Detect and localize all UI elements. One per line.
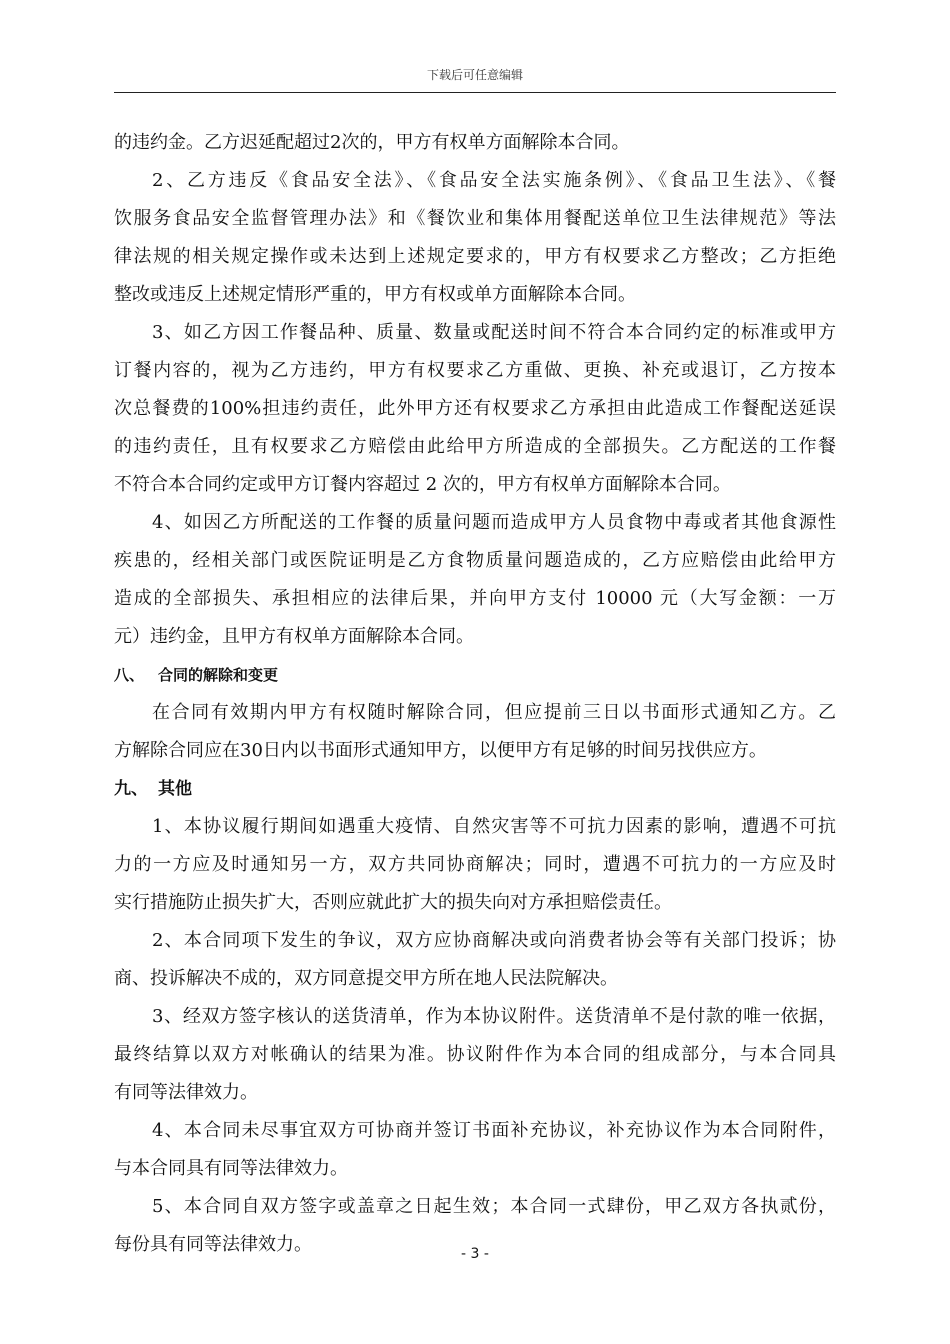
text-line: 3、如乙方因工作餐品种、质量、数量或配送时间不符合本合同约定的标准或甲方 (152, 322, 836, 343)
paragraph-other-3-delivery-list (114, 998, 836, 1112)
text-line: 有同等法律效力。 (114, 1082, 258, 1103)
text-line: 力的一方应及时通知另一方，双方共同协商解决；同时，遭遇不可抗力的一方应及时 (114, 854, 836, 875)
text-line: 次总餐费的100%担违约责任，此外甲方还有权要求乙方承担由此造成工作餐配送延误 (114, 398, 836, 419)
document-body (114, 124, 836, 1264)
text-line: 饮服务食品安全监督管理办法》和《餐饮业和集体用餐配送单位卫生法律规范》等法 (114, 208, 836, 229)
text-line: 在合同有效期内甲方有权随时解除合同，但应提前三日以书面形式通知乙方。乙 (152, 702, 836, 723)
text-line: 2、本合同项下发生的争议，双方应协商解决或向消费者协会等有关部门投诉；协 (152, 930, 836, 951)
paragraph-other-4-supplementary (114, 1112, 836, 1188)
page-number: - 3 - (461, 1246, 489, 1262)
text-line: 实行措施防止损失扩大，否则应就此扩大的损失向对方承担赔偿责任。 (114, 892, 672, 913)
text-line: 4、本合同未尽事宜双方可协商并签订书面补充协议，补充协议作为本合同附件， (152, 1120, 836, 1141)
text-line: 的违约责任，且有权要求乙方赔偿由此给甲方所造成的全部损失。乙方配送的工作餐 (114, 436, 836, 457)
text-line: 律法规的相关规定操作或未达到上述规定要求的，甲方有权要求乙方整改；乙方拒绝 (114, 246, 836, 267)
text-line: 方解除合同应在30日内以书面形式通知甲方，以便甲方有足够的时间另找供应方。 (114, 740, 767, 761)
text-line: 造成的全部损失、承担相应的法律后果，并向甲方支付 10000 元（大写金额：一万 (114, 588, 836, 609)
text-line: 5、本合同自双方签字或盖章之日起生效；本合同一式肆份，甲乙双方各执贰份， (152, 1196, 836, 1217)
text-line: 元）违约金，且甲方有权单方面解除本合同。 (114, 626, 474, 647)
paragraph-termination (114, 694, 836, 770)
paragraph-other-1-force-majeure (114, 808, 836, 922)
text-line: 与本合同具有同等法律效力。 (114, 1158, 348, 1179)
text-line: 订餐内容的，视为乙方违约，甲方有权要求乙方重做、更换、补充或退订，乙方按本 (114, 360, 836, 381)
text-line: 不符合本合同约定或甲方订餐内容超过 2 次的，甲方有权单方面解除本合同。 (114, 474, 731, 495)
page-header: 下载后可任意编辑 (426, 68, 523, 82)
text-line: 每份具有同等法律效力。 (114, 1234, 312, 1255)
text-line: 4、如因乙方所配送的工作餐的质量问题而造成甲方人员食物中毒或者其他食源性 (152, 512, 836, 533)
text-line: 的违约金。乙方迟延配超过2次的，甲方有权单方面解除本合同。 (114, 132, 630, 153)
text-line: 疾患的，经相关部门或医院证明是乙方食物质量问题造成的，乙方应赔偿由此给甲方 (114, 550, 836, 571)
paragraph-clause-4-food-poisoning (114, 504, 836, 656)
paragraph-clause-2-food-safety (114, 162, 836, 314)
paragraph-other-2-disputes (114, 922, 836, 998)
section-heading-other (114, 770, 836, 808)
header-divider (114, 92, 836, 93)
text-line: 3、经双方签字核认的送货清单，作为本协议附件。送货清单不是付款的唯一依据， (152, 1006, 836, 1027)
text-line: 最终结算以双方对帐确认的结果为准。协议附件作为本合同的组成部分，与本合同具 (114, 1044, 836, 1065)
section-title: 合同的解除和变更 (158, 666, 279, 684)
text-line: 1、本协议履行期间如遇重大疫情、自然灾害等不可抗力因素的影响，遭遇不可抗 (152, 816, 836, 837)
section-heading-termination (114, 656, 836, 694)
text-line: 整改或违反上述规定情形严重的，甲方有权或单方面解除本合同。 (114, 284, 636, 305)
text-line: 商、投诉解决不成的，双方同意提交甲方所在地人民法院解决。 (114, 968, 618, 989)
paragraph-clause-3-meal-standards (114, 314, 836, 504)
section-number: 八、 (114, 666, 145, 684)
section-title: 其他 (158, 779, 192, 799)
paragraph-liquidated-damages-continued (114, 124, 836, 162)
section-number: 九、 (114, 779, 148, 799)
text-line: 2、乙方违反《食品安全法》、《食品安全法实施条例》、《食品卫生法》、《餐 (152, 170, 836, 191)
